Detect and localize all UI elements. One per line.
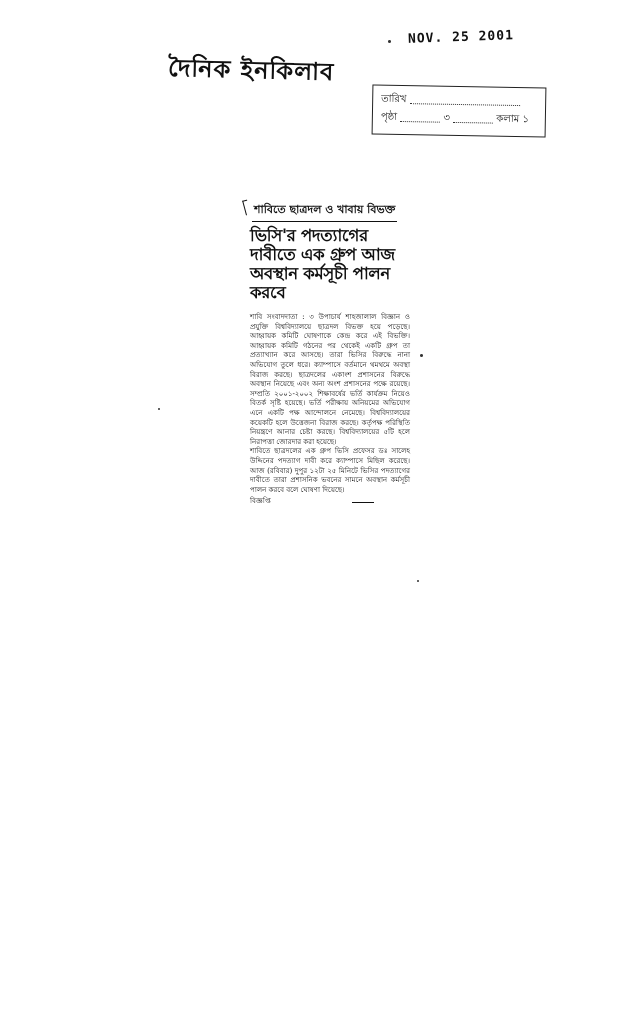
article-clipping	[250, 198, 410, 508]
dotted-line	[400, 112, 440, 122]
reference-page-label: পৃষ্ঠা	[380, 111, 398, 123]
dotted-line	[453, 113, 493, 123]
reference-date-label: তারিখ	[381, 93, 407, 106]
article-body	[250, 312, 410, 494]
article-kicker: শাবিতে ছাত্রদল ও খাবায় বিভক্ত	[252, 201, 397, 222]
scan-speck	[158, 408, 160, 410]
scan-speck	[388, 40, 391, 43]
reference-page-value: ৩	[443, 112, 451, 124]
signoff-rule	[352, 502, 374, 503]
dotted-line	[410, 95, 520, 106]
reference-column-value: ১	[522, 114, 530, 126]
kicker-bracket-mark	[242, 200, 251, 216]
article-paragraph-2: শাবিতে ছাত্রদলের এক গ্রুপ ভিসি প্রফেসর ডঃ সালেহ উদ্দিনের পদত্যাগ দাবী করে ক্যাম্পাসে মিছিল করেছে। আজ (রবিবার) দুপুর ১২টা ২৫ মিনিটে ভিসির পদত্যাগের দাবীতে তারা প্রশাসনিক ভবনের সামনে অবস্থান কর্মসূচী পালন করবে বলে ঘোষণা দিয়েছে।	[250, 446, 410, 494]
reference-column-label: কলাম	[496, 113, 520, 126]
scan-speck	[420, 354, 423, 357]
article-signoff	[250, 496, 410, 508]
reference-date-row	[381, 92, 539, 112]
reference-page-row	[381, 110, 539, 130]
reference-box	[372, 84, 547, 137]
scan-speck	[417, 580, 419, 582]
article-paragraph-1: শাবি সংবাদদাতা : ৩ উপাচার্য শাহজালাল বিজ্ঞান ও প্রযুক্তি বিশ্ববিদ্যালয়ে ছাত্রদল বিভক্ত হয়ে পড়েছে। আহ্বায়ক কমিটি ঘোষণাকে কেন্দ্র করে এই বিভক্তি। আহ্বায়ক কমিটি গঠনের পর থেকেই একটি গ্রুপ তা প্রত্যাখ্যান করে আসছে। তারা ভিসির বিরুদ্ধে নানা অভিযোগ তুলে ধরে। ক্যাম্পাসে বর্তমানে থমথমে অবস্থা বিরাজ করছে। ছাত্রদলের একাংশ প্রশাসনের বিরুদ্ধে অবস্থান নিয়েছে এবং অন্য অংশ প্রশাসনের পক্ষে রয়েছে। সম্প্রতি ২০০১-২০০২ শিক্ষাবর্ষের ভর্তি কার্যক্রম নিয়েও বিতর্ক সৃষ্টি হয়েছে। ভর্তি পরীক্ষায় অনিয়মের অভিযোগ এনে একটি পক্ষ আন্দোলনে নেমেছে। বিশ্ববিদ্যালয়ের কয়েকটি হলে উত্তেজনা বিরাজ করছে। কর্তৃপক্ষ পরিস্থিতি নিয়ন্ত্রণে আনার চেষ্টা করছে। বিশ্ববিদ্যালয়ের ৫টি হলে নিরাপত্তা জোরদার করা হয়েছে।	[250, 312, 410, 446]
kicker-wrap	[250, 198, 410, 222]
date-stamp: NOV. 25 2001	[407, 28, 515, 47]
article-signoff-text: বিজ্ঞপ্তি	[250, 496, 271, 506]
newspaper-masthead: দৈনিক ইনকিলাব	[167, 52, 335, 87]
article-headline: ভিসি'র পদত্যাগের দাবীতে এক গ্রুপ আজ অবস্থান কর্মসূচী পালন করবে	[250, 226, 395, 302]
